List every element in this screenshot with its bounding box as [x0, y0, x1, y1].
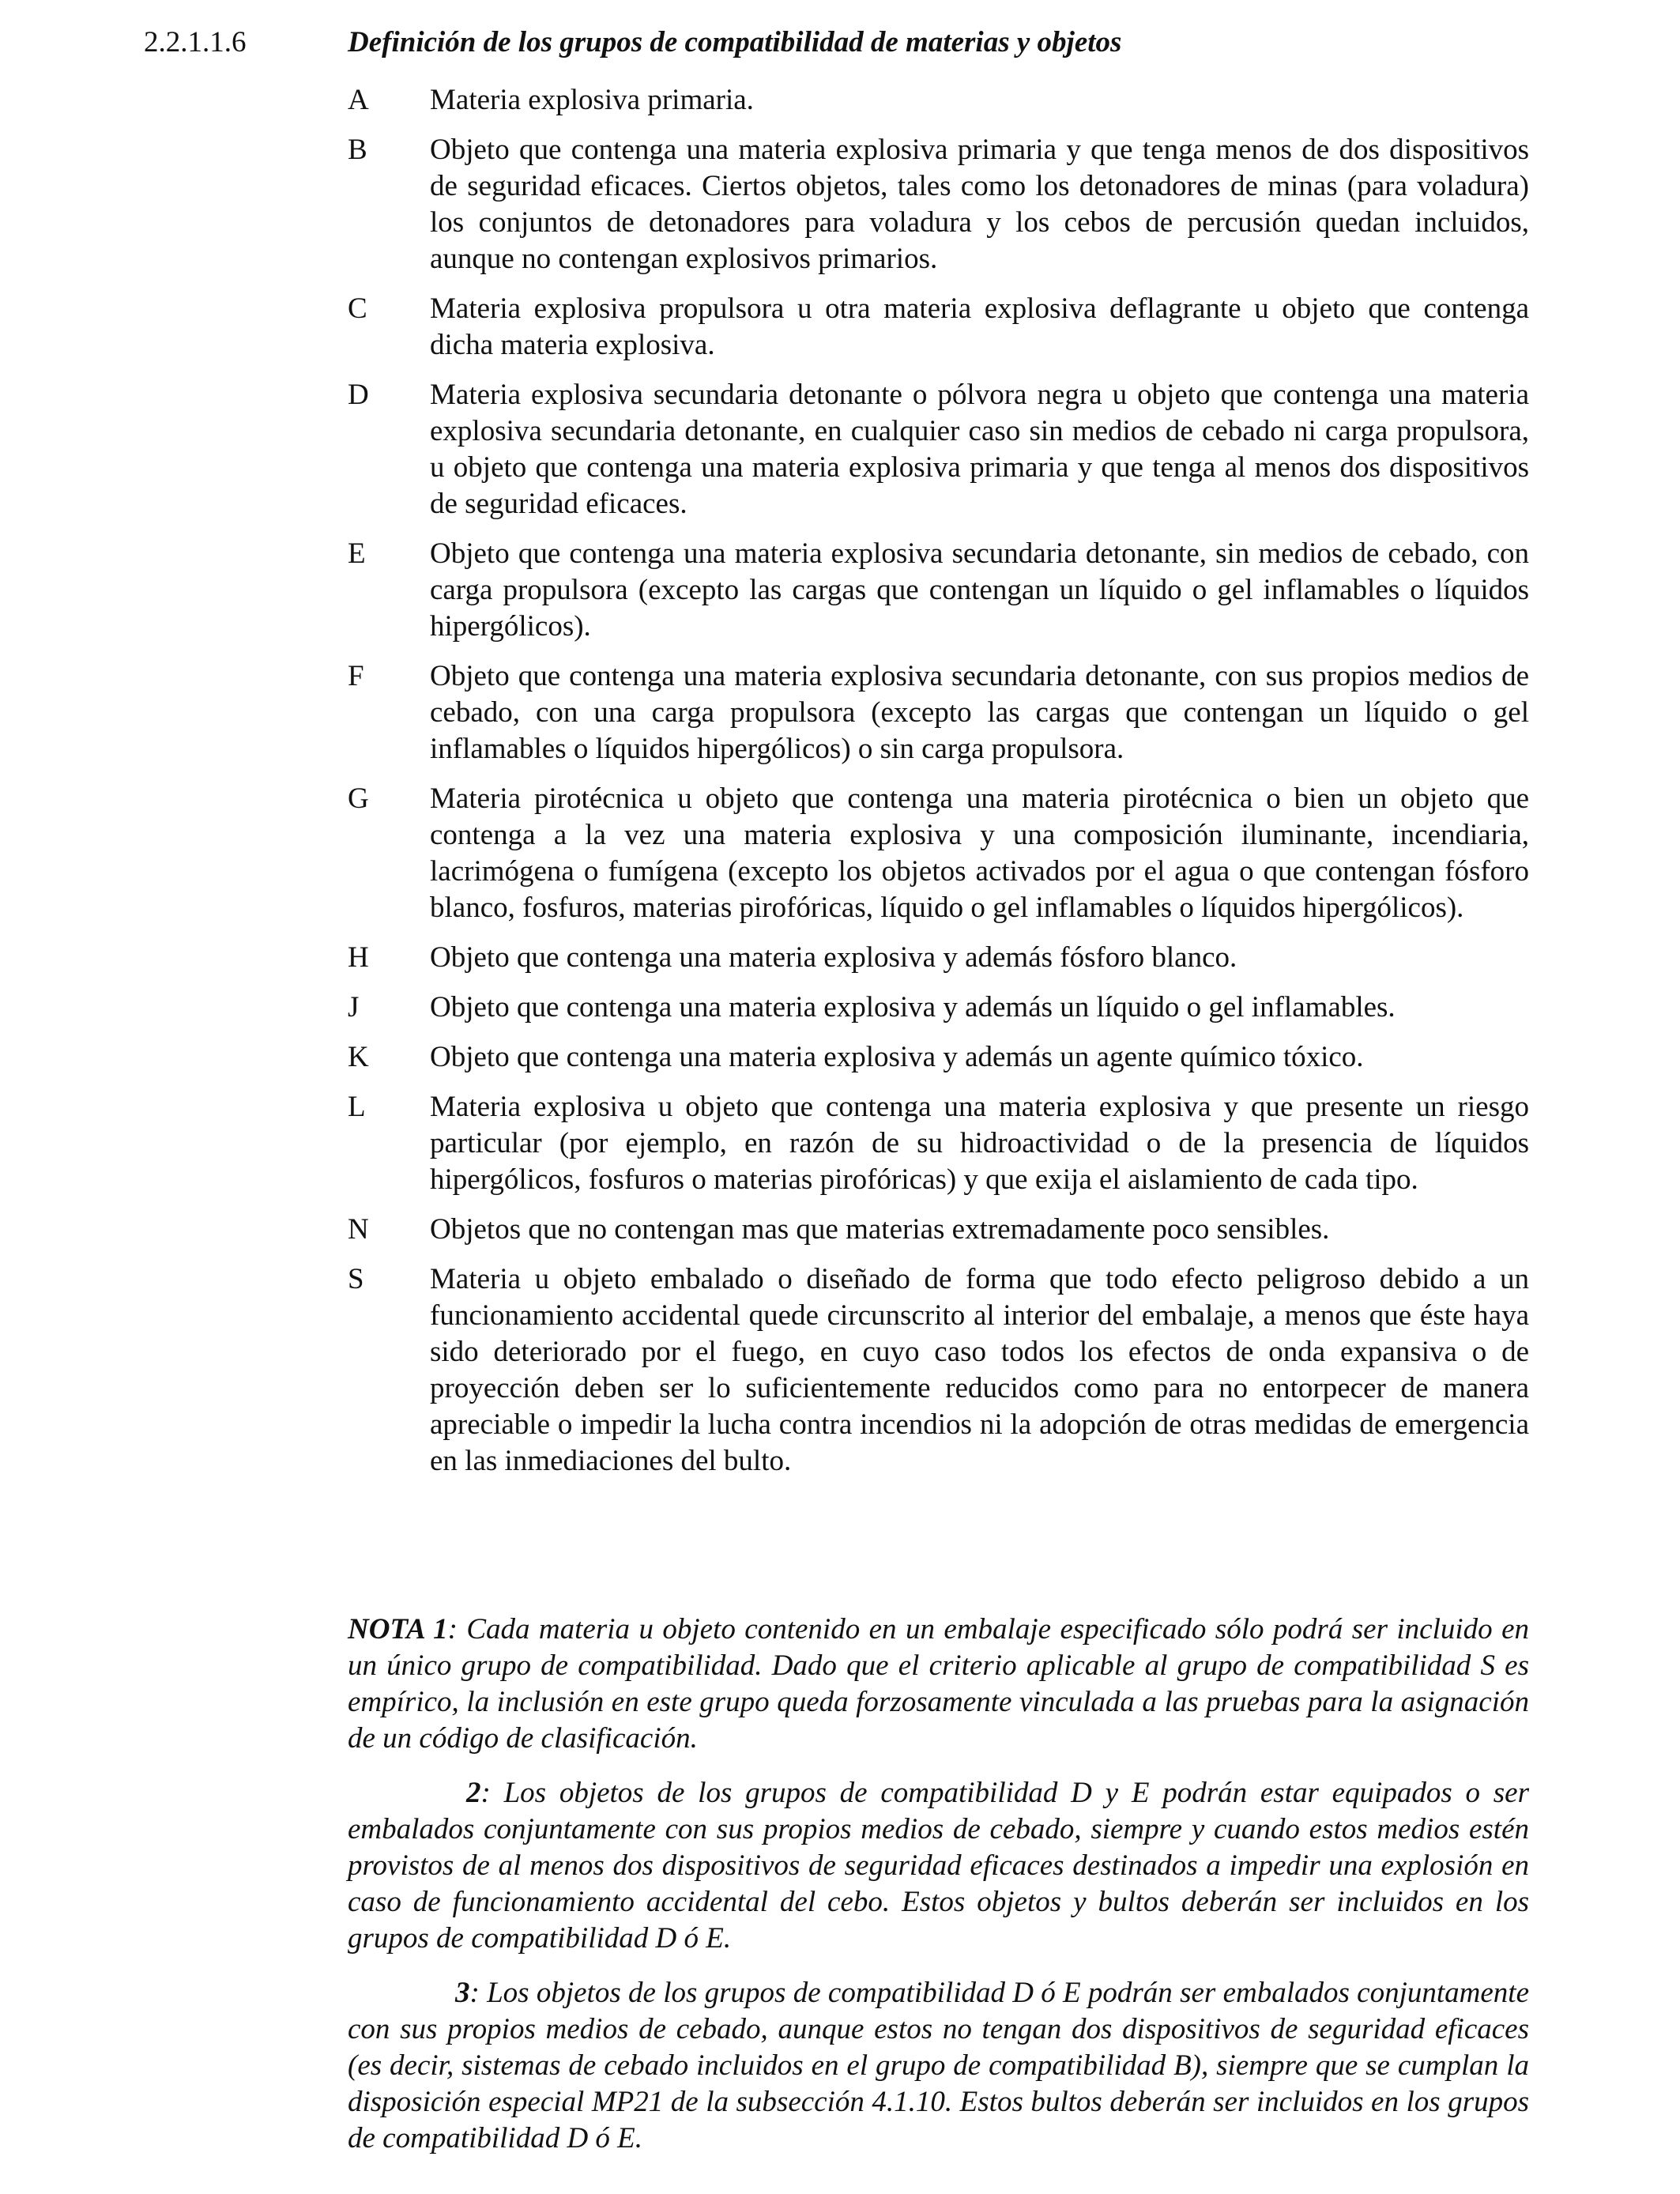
note-label: NOTA 1	[348, 1613, 448, 1646]
group-definition: Materia explosiva propulsora u otra materia explosiva deflagrante u objeto que contenga dicha materia explosiva.	[430, 292, 1529, 361]
compatibility-groups-list	[348, 82, 1529, 1493]
group-code: J	[348, 991, 360, 1023]
note-text: : Los objetos de los grupos de compatibilidad D ó E podrán ser embalados conjuntamente con sus propios medios de cebado, aunque estos no tengan dos dispositivos de seguridad eficaces (es decir, sistemas de cebado incluidos en el grupo de compatibilidad B), siempre que se cumplan la disposición especial MP21 de la subsección 4.1.10. Estos bultos deberán ser incluidos en los grupos de compatibilidad D ó E.	[348, 1977, 1529, 2154]
group-definition: Materia pirotécnica u objeto que contenga una materia pirotécnica o bien un objeto que contenga a la vez una materia explosiva y una composición iluminante, incendiaria, lacrimógena o fumígena (excepto los objetos activados por el agua o que contengan fósforo blanco, fosfuros, materias pirofóricas, líquido o gel inflamables o líquidos hipergólicos).	[430, 782, 1529, 924]
group-definition: Objeto que contenga una materia explosiva primaria y que tenga menos de dos dispositivos de seguridad eficaces. Ciertos objetos, tales como los detonadores de minas (para voladura) los conjuntos de detonadores para voladura y los cebos de percusión quedan incluidos, aunque no contengan explosivos primarios.	[430, 134, 1529, 275]
group-code: K	[348, 1041, 369, 1073]
group-code: D	[348, 379, 369, 411]
list-item	[348, 658, 1529, 767]
note-1	[348, 1612, 1529, 1757]
list-item	[348, 1212, 1529, 1248]
note-label: 3	[455, 1977, 470, 2009]
note-label: 2	[466, 1777, 481, 1809]
list-item	[348, 990, 1529, 1026]
group-definition: Objeto que contenga una materia explosiva secundaria detonante, sin medios de cebado, con carga propulsora (excepto las cargas que contengan un líquido o gel inflamables o líquidos hipergólicos).	[430, 537, 1529, 643]
group-code: G	[348, 782, 369, 815]
note-text: : Cada materia u objeto contenido en un embalaje especificado sólo podrá ser incluido en un único grupo de compatibilidad. Dado que el criterio aplicable al grupo de compatibilidad S es empírico, la inclusión en este grupo queda forzosamente vinculada a las pruebas para la asignación de un código de clasificación.	[348, 1613, 1530, 1755]
note-text: : Los objetos de los grupos de compatibilidad D y E podrán estar equipados o ser embalados conjuntamente con sus propios medios de cebado, siempre y cuando estos medios estén provistos de al menos dos dispositivos de seguridad eficaces destinados a impedir una explosión en caso de funcionamiento accidental del cebo. Estos objetos y bultos deberán ser incluidos en los grupos de compatibilidad D ó E.	[348, 1777, 1529, 1955]
group-code: E	[348, 537, 366, 570]
list-item	[348, 1261, 1529, 1480]
group-code: N	[348, 1213, 369, 1246]
list-item	[348, 82, 1529, 119]
group-code: B	[348, 134, 367, 166]
list-item	[348, 940, 1529, 976]
note-3	[348, 1975, 1529, 2157]
list-item	[348, 377, 1529, 522]
section-title: Definición de los grupos de compatibilidad de materias y objetos	[348, 26, 1122, 58]
list-item	[348, 1089, 1529, 1198]
group-code: S	[348, 1263, 364, 1295]
group-code: F	[348, 660, 364, 692]
list-item	[348, 1039, 1529, 1076]
group-code: H	[348, 941, 369, 974]
list-item	[348, 132, 1529, 277]
group-definition: Objetos que no contengan mas que materias extremadamente poco sensibles.	[430, 1213, 1330, 1246]
group-definition: Objeto que contenga una materia explosiva y además un líquido o gel inflamables.	[430, 991, 1396, 1023]
group-definition: Objeto que contenga una materia explosiva y además fósforo blanco.	[430, 941, 1237, 974]
group-definition: Objeto que contenga una materia explosiva y además un agente químico tóxico.	[430, 1041, 1364, 1073]
group-definition: Materia explosiva primaria.	[430, 84, 754, 116]
list-item	[348, 291, 1529, 364]
notes-section	[348, 1612, 1529, 2175]
group-code: L	[348, 1091, 366, 1123]
list-item	[348, 536, 1529, 645]
note-2	[348, 1775, 1529, 1957]
group-definition: Objeto que contenga una materia explosiva secundaria detonante, con sus propios medios de cebado, con una carga propulsora (excepto las cargas que contengan un líquido o gel inflamables o líquidos hipergólicos) o sin carga propulsora.	[430, 660, 1529, 765]
group-code: C	[348, 292, 367, 325]
group-definition: Materia u objeto embalado o diseñado de forma que todo efecto peligroso debido a un funcionamiento accidental quede circunscrito al interior del embalaje, a menos que éste haya sido deteriorado por el fuego, en cuyo caso todos los efectos de onda expansiva o de proyección deben ser lo suficientemente reducidos como para no entorpecer de manera apreciable o impedir la lucha contra incendios ni la adopción de otras medidas de emergencia en las inmediaciones del bulto.	[430, 1263, 1529, 1477]
group-definition: Materia explosiva secundaria detonante o pólvora negra u objeto que contenga una materia explosiva secundaria detonante, en cualquier caso sin medios de cebado ni carga propulsora, u objeto que contenga una materia explosiva primaria y que tenga al menos dos dispositivos de seguridad eficaces.	[430, 379, 1529, 520]
section-number: 2.2.1.1.6	[144, 26, 247, 58]
list-item	[348, 781, 1529, 926]
group-code: A	[348, 84, 369, 116]
group-definition: Materia explosiva u objeto que contenga una materia explosiva y que presente un riesgo particular (por ejemplo, en razón de su hidroactividad o de la presencia de líquidos hipergólicos, fosfuros o materias pirofóricas) y que exija el aislamiento de cada tipo.	[430, 1091, 1529, 1196]
